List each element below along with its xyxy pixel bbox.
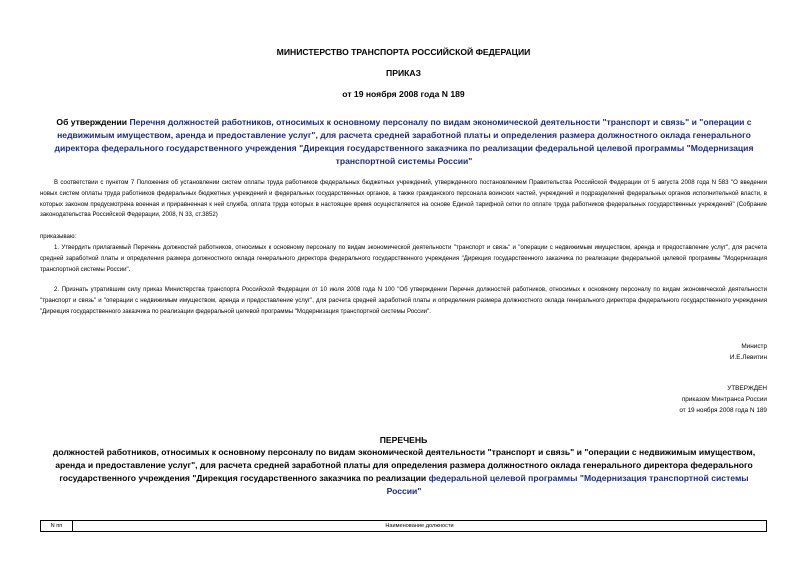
signature-name: И.Е.Левитин: [729, 353, 767, 361]
item-2-paragraph: 2. Признать утратившим силу приказ Министерства транспорта Российской Федерации от 10 июля 2008 года N 100 "Об утверждении Перечня должностей работников, относимых к основному персоналу по видам экономической деятельности "транспорт и связь" и "операции с недвижимым имуществом, аренда и предоставление услуг", для расчета средней заработной платы и определения размера должностного оклада генерального директора федерального государственного учреждения "Дирекция государственного заказчика по реализации федеральной целевой программы "Модернизация транспортной системы России".: [40, 286, 767, 315]
approval-line-2: приказом Минтранса России: [681, 395, 767, 403]
list-title: [42, 446, 766, 498]
list-title-link[interactable]: федеральной целевой программы "Модернизация транспортной системы России": [386, 473, 749, 496]
preamble-paragraph: В соответствии с пунктом 7 Положения об установлении систем оплаты труда работников федеральных бюджетных учреждений, утвержденного постановлением Правительства Российской Федерации от 5 августа 2008 года N 583 "О введении новых систем оплаты труда работников федеральных бюджетных учреждений и федеральных государственных органов, а также гражданского персонала воинских частей, учреждений и подразделений федеральных органов исполнительной власти, в которых законом предусмотрена военная и приравненная к ней служба, оплата труда которых в настоящее время осуществляется на основе Единой тарифной сетки по оплате труда работников федеральных государственных учреждений" (Собрание законодательства Российской Федерации, 2008, N 33, ст.3852): [40, 179, 767, 219]
table-header-row: [41, 521, 767, 532]
approval-line-1: УТВЕРЖДЕН: [727, 385, 767, 392]
list-title-text: должностей работников, относимых к основному персоналу по видам экономической деятельности "транспорт и связь" и "операции с недвижимым имуществом, аренда и предоставление услуг", для расчета средней заработной платы для определения размера должностного оклада генерального директора федерального государственного учреждения "Дирекция государственного заказчика по реализации: [52, 447, 756, 483]
signature-block: [730, 342, 767, 364]
item-1-paragraph: 1. Утвердить прилагаемый Перечень должностей работников, относимых к основному персоналу по видам экономической деятельности "транспорт и связь" и "операции с недвижимым имуществом, аренда и предоставление услуг", для расчета средней заработной платы и определения размера должностного оклада генерального директора федерального государственного учреждения "Дирекция государственного заказчика по реализации федеральной целевой программы "Модернизация транспортной системы России".: [40, 244, 767, 273]
doc-type: ПРИКАЗ: [386, 68, 421, 78]
column-header-position: Наименование должности: [73, 521, 767, 532]
positions-table: [40, 520, 767, 532]
doc-title: [42, 116, 766, 168]
signature-position: Министр: [741, 343, 767, 350]
doc-title-link[interactable]: Перечня должностей работников, относимых к основному персоналу по видам экономической деятельности "транспорт и связь" и "операции с недвижимым имуществом, аренда и предоставление услуг", для расчета средней заработной платы и определения размера должностного оклада генерального директора федерального государственного учреждения "Дирекция государственного заказчика по реализации федеральной целевой программы "Модернизация транспортной системы России": [54, 117, 754, 166]
column-header-number: N пп: [41, 521, 73, 532]
list-heading: ПЕРЕЧЕНЬ: [379, 435, 428, 445]
ministry-name: МИНИСТЕРСТВО ТРАНСПОРТА РОССИЙСКОЙ ФЕДЕРАЦИИ: [276, 47, 531, 57]
order-word: приказываю:: [40, 233, 77, 240]
doc-title-prefix: Об утверждении: [56, 117, 130, 127]
approval-line-3: от 19 ноября 2008 года N 189: [679, 406, 767, 414]
doc-date: от 19 ноября 2008 года N 189: [342, 89, 465, 99]
approval-block: [679, 384, 767, 416]
